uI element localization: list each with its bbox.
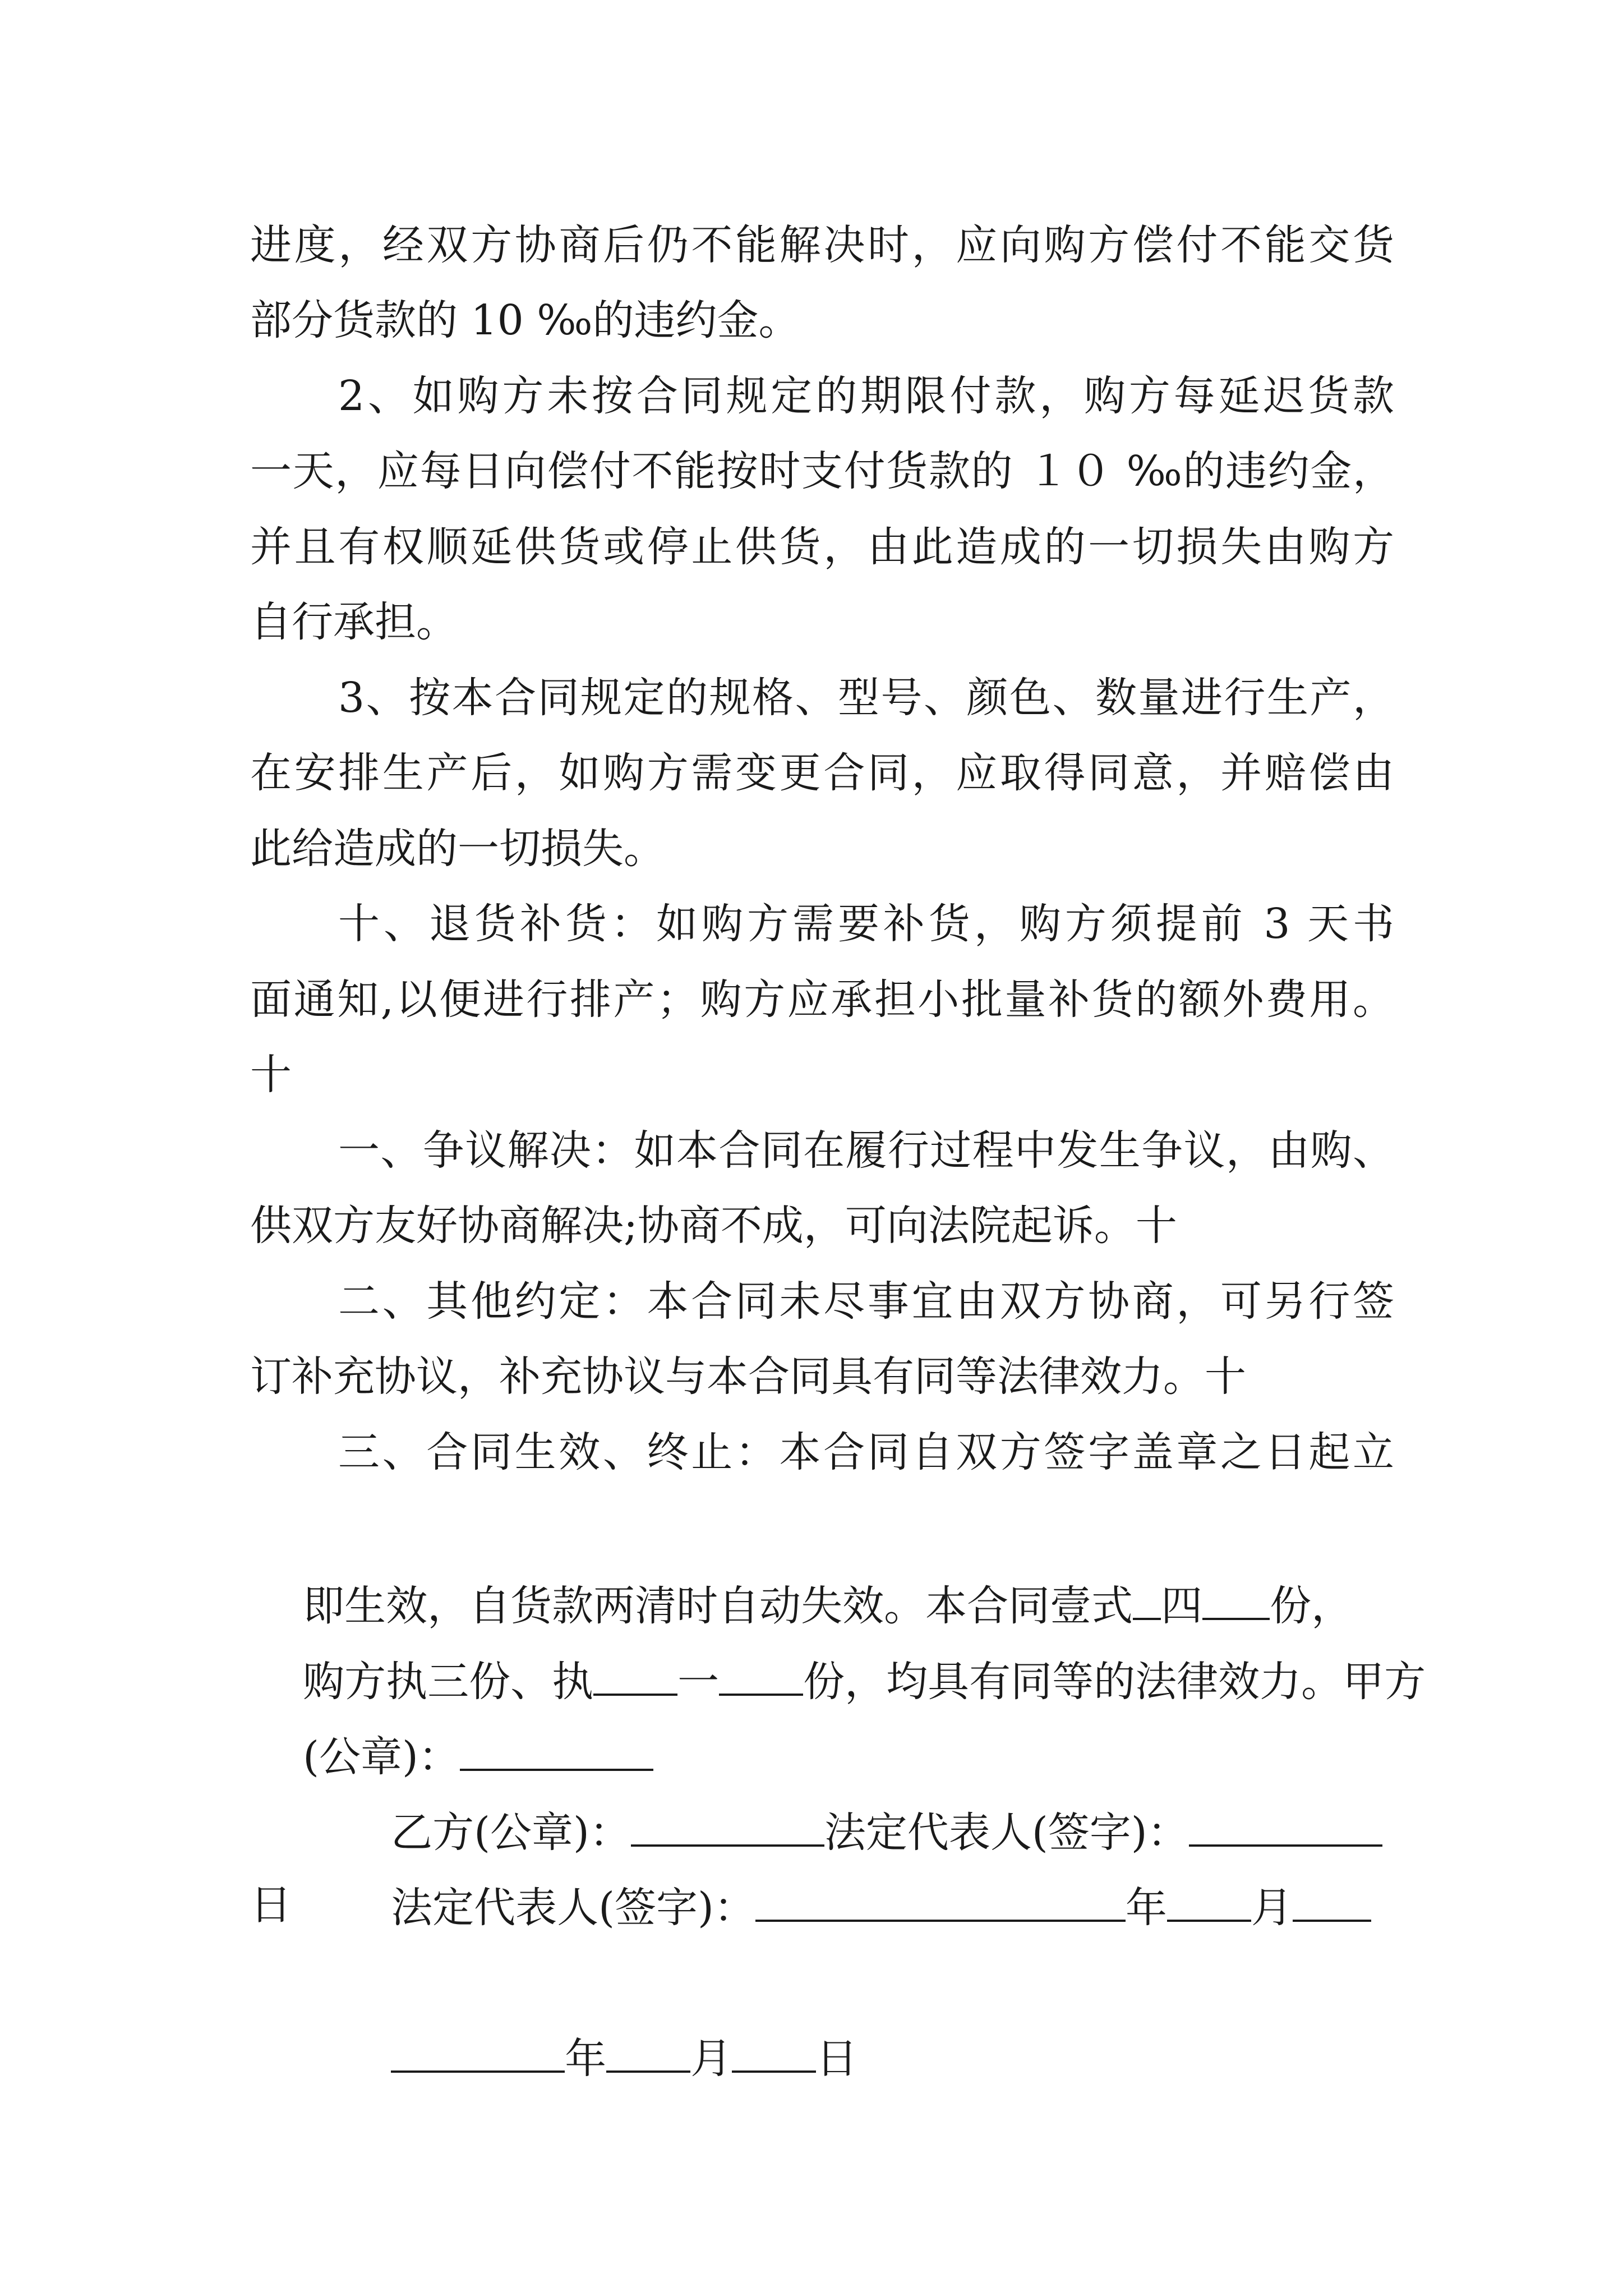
day-line: 日: [250, 1881, 292, 1929]
year-blank: [391, 2039, 565, 2073]
party-a-seal-label: (公章)：: [303, 1733, 460, 1781]
effect-line: [250, 1488, 1394, 1630]
copies-count: 四: [1161, 1582, 1203, 1630]
paragraph-line: 2、如购方未按合同规定的期限付款，购方每延迟货款: [338, 372, 1394, 420]
paragraph-line: 一、争议解决：如本合同在履行过程中发生争议，由购、: [338, 1126, 1394, 1175]
paragraph-line: 十、退货补货：如购方需要补货，购方须提前 3 天书: [338, 900, 1394, 948]
day-label: 日: [816, 2035, 858, 2083]
party-b-seal-label: 乙方(公章)：: [391, 1809, 631, 1857]
paragraph-line: 在安排生产后，如购方需变更合同，应取得同意，并赔偿由: [250, 749, 1394, 797]
legal-rep-label: 法定代表人(签字)：: [391, 1884, 755, 1932]
legal-rep-date-line: [338, 1790, 1394, 1932]
paragraph-line: 面通知,以便进行排产；购方应承担小批量补货的额外费用。: [250, 976, 1394, 1024]
copies-count: 一: [677, 1658, 720, 1706]
effect-text-end: 份，: [1270, 1582, 1353, 1630]
day-blank: [732, 2039, 816, 2073]
paragraph-line: 部分货款的 10 ‰的违约金。: [250, 296, 800, 344]
effect-text: 即生效，自货款两清时自动失效。本合同壹式: [303, 1582, 1133, 1630]
month-label: 月: [690, 2035, 732, 2083]
paragraph-line: 供双方友好协商解决;协商不成，可向法院起诉。十: [250, 1202, 1177, 1250]
final-date-line: [338, 1941, 1394, 2083]
paragraph-line: 自行承担。: [250, 598, 458, 646]
paragraph-line: 3、按本合同规定的规格、型号、颜色、数量进行生产，: [338, 674, 1394, 722]
paragraph-line: 二、其他约定：本合同未尽事宜由双方协商，可另行签: [338, 1277, 1394, 1326]
party-a-seal-line: [250, 1639, 1394, 1781]
party-b-seal-line: [338, 1715, 1394, 1857]
paragraph-line: 进度，经双方协商后仍不能解决时，应向购方偿付不能交货: [250, 221, 1394, 269]
copies-text-end: 份，均具有同等的法律效力。甲方: [803, 1658, 1426, 1706]
paragraph-line: 订补充协议，补充协议与本合同具有同等法律效力。十: [250, 1352, 1246, 1401]
copies-text: 购方执三份、执: [303, 1658, 594, 1706]
copies-line: [250, 1564, 1426, 1706]
paragraph-line: 并且有权顺延供货或停止供货，由此造成的一切损失由购方: [250, 523, 1394, 571]
paragraph-line: 三、合同生效、终止：本合同自双方签字盖章之日起立: [338, 1428, 1394, 1476]
legal-rep-label: 法定代表人(签字)：: [824, 1809, 1189, 1857]
month-label: 月: [1251, 1884, 1293, 1932]
year-label: 年: [1125, 1884, 1167, 1932]
year-label: 年: [565, 2035, 607, 2083]
paragraph-line: 此给造成的一切损失。: [250, 825, 665, 873]
month-blank: [606, 2039, 690, 2073]
paragraph-line: 一天，应每日向偿付不能按时支付货款的 １０ ‰的违约金，: [250, 447, 1394, 495]
paragraph-line: 十: [250, 1051, 292, 1099]
